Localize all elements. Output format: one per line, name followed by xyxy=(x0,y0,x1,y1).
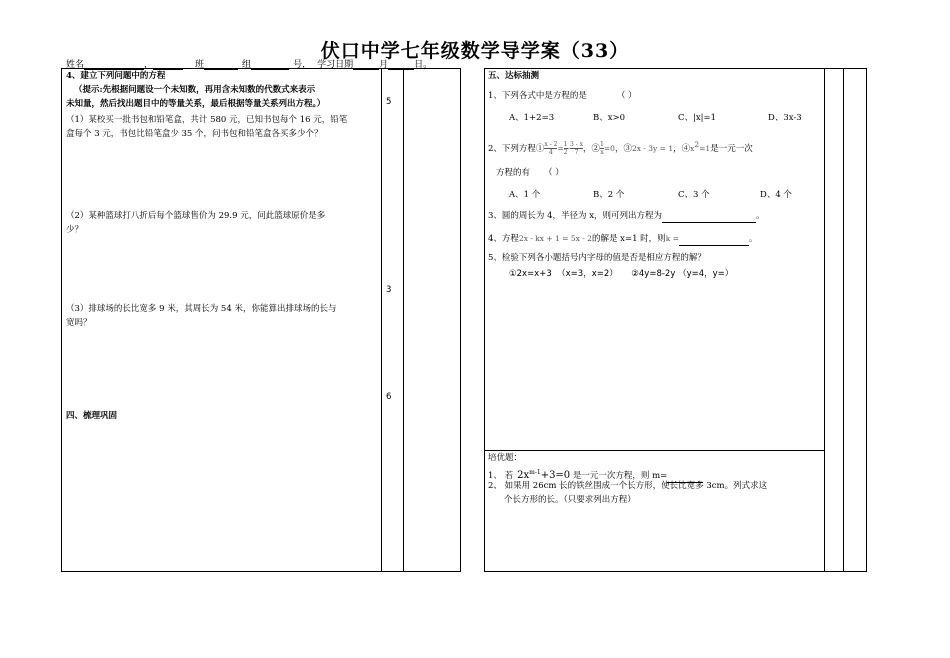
test-1-option-a: A、1+2=3 xyxy=(509,113,555,123)
section-review-heading: 四、梳理巩固 xyxy=(66,411,118,421)
minus-sign: · xyxy=(567,143,570,153)
right-divider-1 xyxy=(824,68,825,572)
day-label: 日。 xyxy=(414,60,433,70)
test-2-sep-1: ，② xyxy=(583,143,601,154)
info-comma: ， xyxy=(144,60,154,70)
extra-1-expression: 2x xyxy=(517,469,530,481)
name-label: 姓名 xyxy=(66,60,85,70)
left-table xyxy=(61,68,461,572)
equals-2: =0 xyxy=(603,143,615,153)
test-1-option-c: C、|x|=1 xyxy=(678,113,717,123)
extra-1-expression-tail: +3=0 xyxy=(540,469,571,481)
extra-divider xyxy=(484,450,825,451)
expression-3: 2x - 3y = 1 xyxy=(631,143,674,153)
fraction-4-den: x xyxy=(600,148,604,156)
fraction-2-num: 1 xyxy=(563,140,568,148)
page-title: 伏口中学七年级数学导学案（33） xyxy=(320,40,630,62)
test-2-tail: 是一元一次 xyxy=(710,143,753,154)
group-label: 组 xyxy=(242,60,252,70)
test-2-line-2 xyxy=(496,167,564,180)
class-label: 班 xyxy=(195,60,205,70)
fraction-3-den: 7 xyxy=(574,148,579,156)
side-number-2: 3 xyxy=(386,285,392,295)
section-4-heading: 4、建立下列问题中的方程 xyxy=(66,71,166,81)
test-1-option-d: D、3x-3 xyxy=(768,113,802,123)
test-2-stem: 2、下列方程① $\frac{x - 2}{4}$ = $\frac{1}{2}$ · $\frac{3 - x}{7}$ ，② $\frac{1}{x}$ =0，③2x - 3y = 1，$④x^2=1$是一元一次 xyxy=(488,140,753,156)
test-1-option-b: B、x>0 xyxy=(593,113,626,123)
test-1-text: 1、下列各式中是方程的是 xyxy=(488,91,587,101)
hint-line-2: 未知量，然后找出题目中的等量关系，最后根据等量关系列出方程。） xyxy=(66,99,326,109)
extra-1-text: 是一元一次方程，则 m= xyxy=(570,470,668,481)
test-4-answer-blank[interactable] xyxy=(679,236,749,246)
question-1-line-2: 盒每个 3 元，书包比铅笔盒少 35 个，问书包和铅笔盒各买多少个？ xyxy=(66,129,323,139)
test-4-equation: 2x - kx + 1 = 5x - 2 xyxy=(518,234,592,243)
date-label: 学习日期 xyxy=(317,60,354,70)
test-2-answer-paren[interactable]: （ ） xyxy=(544,168,564,178)
fraction-1-num: x - 2 xyxy=(544,140,558,148)
test-4-prefix: 4、方程 xyxy=(488,234,519,244)
question-3-line-2: 宽吗？ xyxy=(66,318,92,328)
test-4 xyxy=(488,232,757,246)
left-divider-1 xyxy=(381,68,382,572)
test-1-answer-paren[interactable]: （ ） xyxy=(616,91,637,101)
test-2-option-c: C、3 个 xyxy=(678,190,710,200)
right-divider-2 xyxy=(843,68,844,572)
test-2-option-d: D、4 个 xyxy=(760,190,792,200)
extra-1-exponent: m-1 xyxy=(529,469,541,476)
fraction-2-den: 2 xyxy=(563,148,568,156)
test-2-sep-2: ，③ xyxy=(614,143,632,154)
test-4-end: 。 xyxy=(748,234,758,244)
section-5-heading: 五、达标抽测 xyxy=(488,71,540,81)
test-3 xyxy=(488,210,765,223)
hint-line-1: （提示:先根据问题设一个未知数，再用含未知数的代数式来表示 xyxy=(74,85,316,95)
expression-4-rhs: =1 xyxy=(699,143,711,153)
test-2-option-b: B、2 个 xyxy=(593,190,625,200)
fraction-1 xyxy=(544,141,557,156)
test-2-prefix: 2、下列方程① xyxy=(488,143,545,154)
side-number-1: 5 xyxy=(386,97,392,107)
fraction-3-num: 3 - x xyxy=(569,140,584,148)
number-label: 号， xyxy=(293,60,312,70)
test-3-end: 。 xyxy=(756,211,765,221)
extra-1-prefix: 1、 若 xyxy=(488,470,514,481)
equals-1: = xyxy=(557,143,564,153)
question-1-line-1: （1）某校买一批书包和铅笔盒，共计 580 元，已知书包每个 16 元，铅笔 xyxy=(66,115,348,125)
test-3-text: 3、圆的周长为 4，半径为 x，则可列出方程为 xyxy=(488,211,663,221)
left-divider-2 xyxy=(403,68,404,572)
test-4-k: k = xyxy=(665,234,679,243)
extra-question-2-line-1: 2、 如果用 26cm 长的铁丝围成一个长方形，使长比宽多 3cm。列式求这 xyxy=(488,481,768,491)
extra-question-2-line-2: 个长方形的长。（只要求列出方程） xyxy=(504,495,636,505)
fraction-4-num: 1 xyxy=(600,140,604,148)
test-1-stem xyxy=(488,90,637,103)
fraction-3 xyxy=(567,140,584,156)
side-number-3: 6 xyxy=(386,392,392,402)
test-2-option-a: A、1 个 xyxy=(509,190,541,200)
test-2-sep-3: ，④ xyxy=(673,143,691,154)
question-3-line-1: （3）排球场的长比宽多 9 米，其周长为 54 米，你能算出排球场的长与 xyxy=(66,304,337,314)
expression-4: x xyxy=(690,143,695,153)
month-label: 月 xyxy=(379,60,389,70)
test-3-answer-blank[interactable] xyxy=(662,213,756,223)
test-2-line-2-text: 方程的有 xyxy=(496,168,531,178)
extra-heading: 培优题： xyxy=(488,453,523,463)
fraction-1-den: 4 xyxy=(549,148,553,156)
question-2-line-2: 少？ xyxy=(66,225,84,235)
test-5-items: ①2x=x+3 （x=3，x=2） ②4y=8-2y （y=4，y=） xyxy=(509,269,734,279)
test-4-text: 的解是 x=1 时，则 xyxy=(591,234,666,244)
question-2-line-1: （2）某种篮球打八折后每个篮球售价为 29.9 元，问此篮球原价是多 xyxy=(66,211,326,221)
test-5-text: 5、检验下列各小题括号内字母的值是否是相应方程的解？ xyxy=(488,253,706,263)
